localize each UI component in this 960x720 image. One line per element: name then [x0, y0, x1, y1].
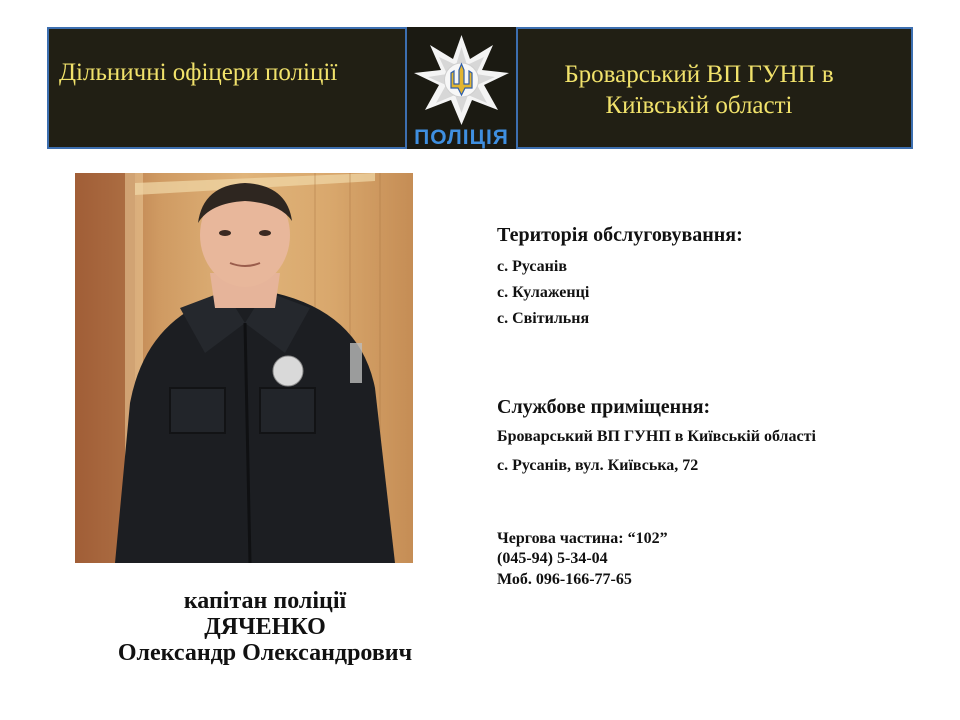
- territory-heading: Територія обслуговування:: [497, 224, 743, 246]
- territory-village-2: с. Кулаженці: [497, 284, 590, 301]
- banner-left-title: Дільничні офіцери поліції: [59, 59, 338, 86]
- officer-photo: [75, 173, 413, 563]
- office-address: с. Русанів, вул. Київська, 72: [497, 457, 699, 474]
- banner-right-title-line2: Київській області: [605, 92, 793, 119]
- office-heading: Службове приміщення:: [497, 396, 711, 418]
- police-logo: [405, 27, 518, 149]
- phone-number: (045-94) 5-34-04: [497, 550, 608, 567]
- banner-right-title: [519, 59, 879, 121]
- officer-caption: [80, 588, 450, 666]
- territory-village-1: с. Русанів: [497, 258, 567, 275]
- office-name: Броварський ВП ГУНП в Київській області: [497, 428, 816, 445]
- duty-line: Чергова частина: “102”: [497, 530, 668, 547]
- police-star-emblem-icon: [410, 33, 513, 127]
- territory-village-3: с. Світильня: [497, 310, 590, 327]
- officer-rank: капітан поліції: [183, 588, 347, 614]
- police-logo-text: ПОЛІЦІЯ: [414, 126, 509, 149]
- mobile-number: Моб. 096-166-77-65: [497, 571, 632, 588]
- officer-name: Олександр Олександрович: [117, 640, 413, 666]
- header-banner: [47, 27, 913, 149]
- officer-surname: ДЯЧЕНКО: [204, 614, 326, 640]
- banner-right-title-line1: Броварський ВП ГУНП в: [564, 61, 834, 88]
